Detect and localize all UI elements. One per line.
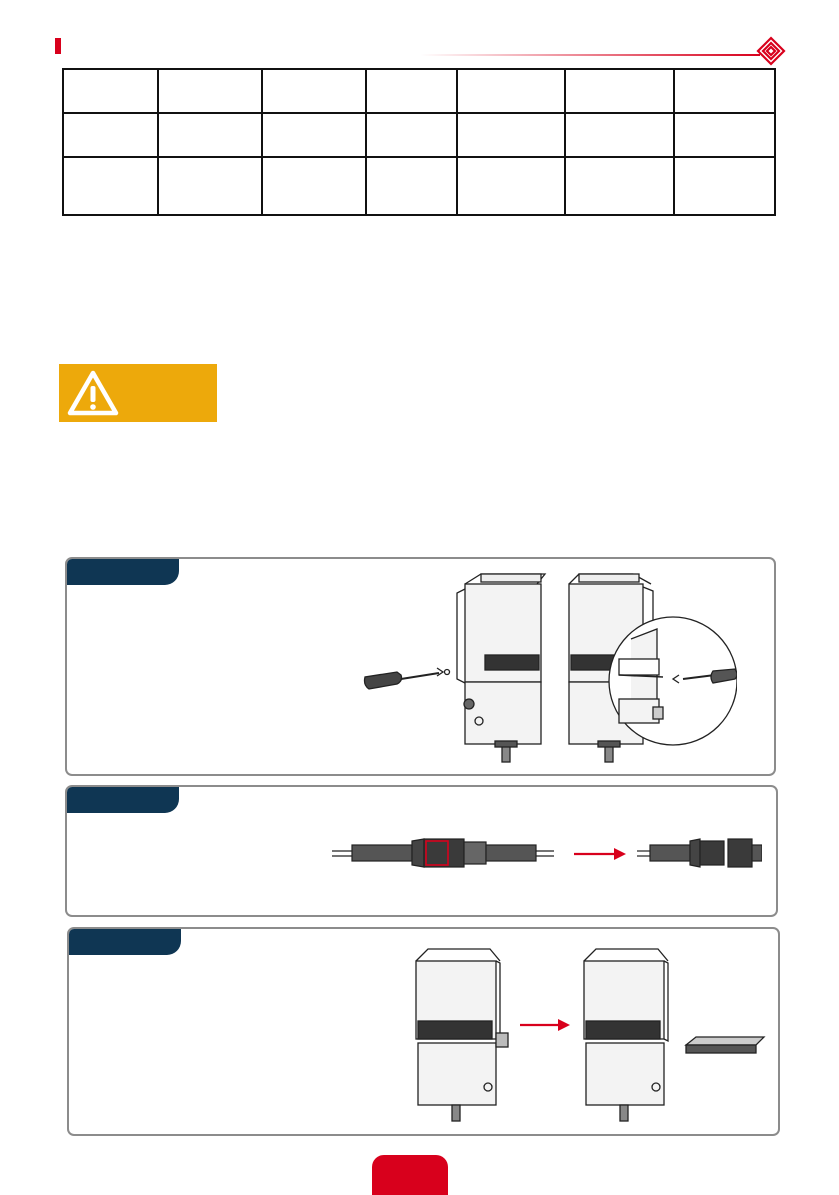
table-cell (63, 113, 158, 157)
step-2-panel (65, 785, 778, 917)
table-cell (674, 69, 775, 113)
header-accent-bar (55, 38, 61, 54)
step-3-tag (69, 929, 181, 955)
page-number-tab (372, 1155, 448, 1195)
table-cell (366, 69, 457, 113)
step-2-tag (67, 787, 179, 813)
step-3-figure (404, 937, 784, 1137)
table-cell (262, 113, 366, 157)
diamond-logo-icon (756, 36, 786, 66)
table-cell (262, 69, 366, 113)
table-cell (565, 113, 674, 157)
table-cell (674, 157, 775, 215)
header-rule (420, 54, 760, 56)
table-row (63, 69, 775, 113)
caution-banner (59, 364, 217, 422)
table-cell (565, 157, 674, 215)
step-2-arrow-head (614, 848, 626, 860)
step-2-figure (332, 829, 762, 879)
step-1-panel (65, 557, 776, 776)
step-3-panel (67, 927, 780, 1136)
table-cell (158, 157, 262, 215)
step-1-tag (67, 559, 179, 585)
table-row (63, 157, 775, 215)
table-cell (565, 69, 674, 113)
spec-table (62, 68, 776, 216)
table-cell (158, 113, 262, 157)
warning-triangle-icon (65, 368, 121, 418)
table-cell (366, 157, 457, 215)
table-cell (674, 113, 775, 157)
table-row (63, 113, 775, 157)
table-cell (63, 157, 158, 215)
table-cell (63, 69, 158, 113)
step-3-arrow-head (558, 1019, 570, 1031)
table-cell (457, 113, 565, 157)
table-cell (158, 69, 262, 113)
table-cell (366, 113, 457, 157)
table-cell (457, 157, 565, 215)
table-cell (262, 157, 366, 215)
table-cell (457, 69, 565, 113)
step-1-figure (357, 569, 737, 774)
